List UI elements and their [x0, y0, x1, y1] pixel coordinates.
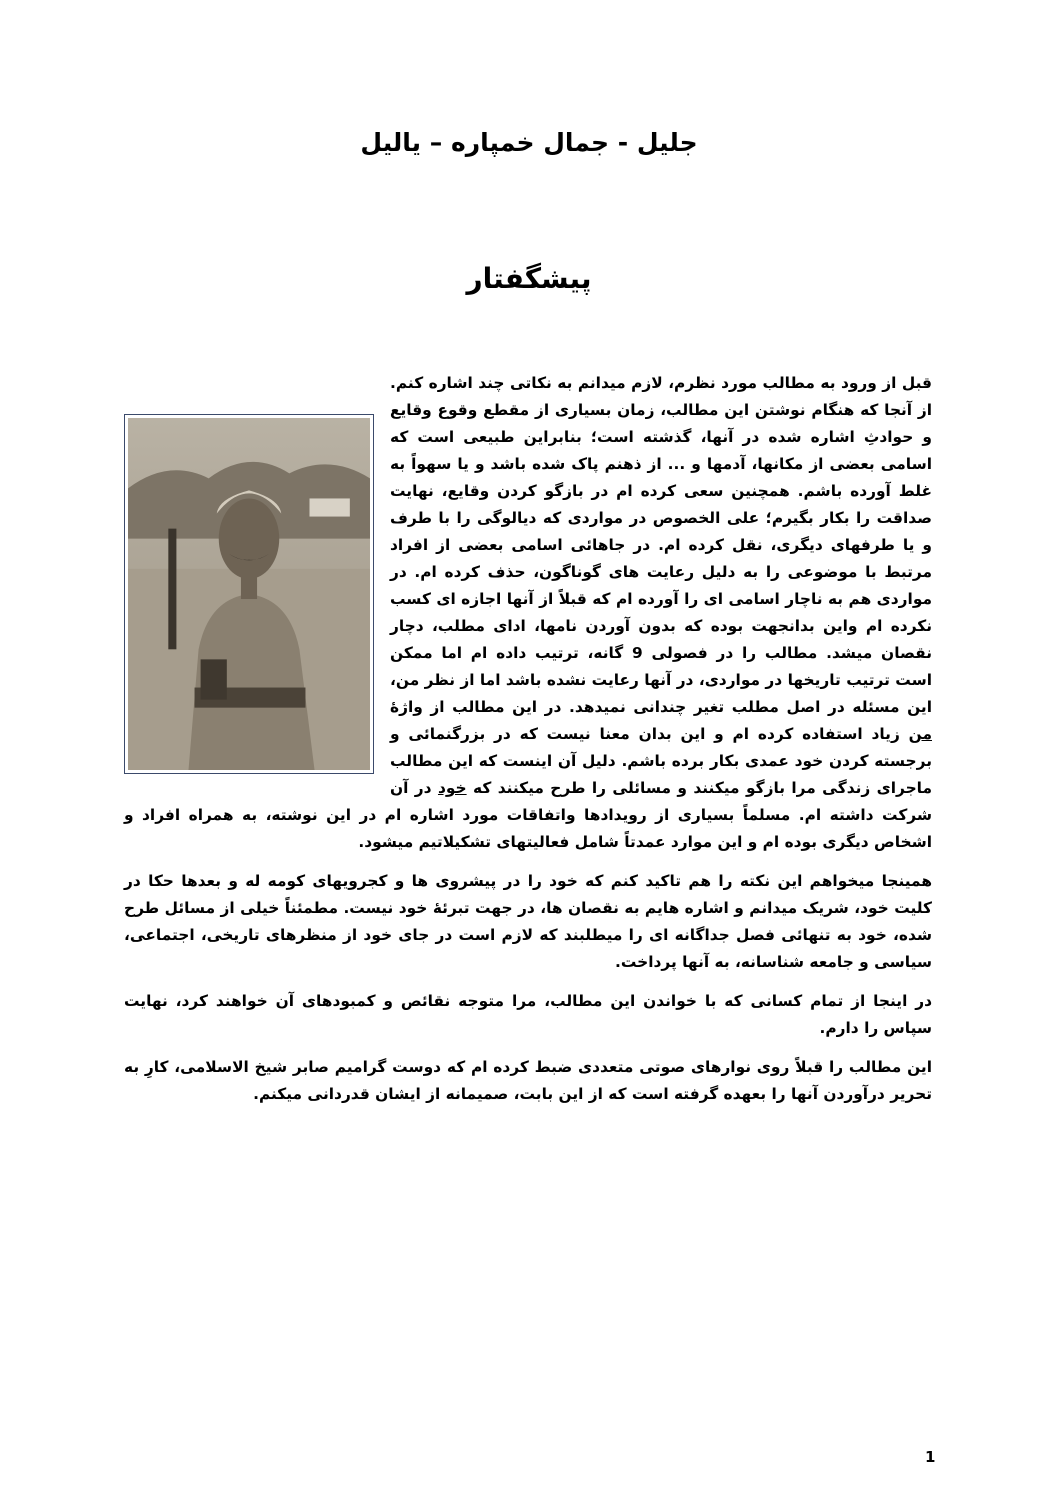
- paragraph-3: در اینجا از تمام کسانی که با خواندن این مطالب، مرا متوجه نقائص و کمبودهای آن خواهند کرد، نهایت سپاس را دارم.: [124, 992, 932, 1037]
- portrait-image: [128, 418, 370, 770]
- portrait-photo: [124, 414, 374, 774]
- paragraph-2: همینجا میخواهم این نکته را هم تاکید کنم که خود را در پیشروی ها و کجرویهای کومه له و بعدها حکا در کلیت خود، شریک میدانم و اشاره هایم به نقصان ها، در جهت تبرئهٔ خود نیست. مطمئناً خیلی از مسائل طرح شده، خود به تنهائی فصل جداگانه ای را میطلبند که لازم است در جای خود از منظرهای تاریخی، اجتماعی، سیاسی و جامعه شناسانه، به آنها پرداخت.: [124, 872, 932, 971]
- page-number: 1: [925, 1448, 936, 1466]
- paragraph-1-text-b: زیاد استفاده کرده ام و این بدان معنا نیست که در بزرگنمائی و برجسته کردن خود عمدی بکار برده باشم. دلیل آن اینست که این مطالب ماجرای زندگی مرا بازگو میکنند و مسائلی را طرح میکنند که: [390, 725, 932, 797]
- underlined-word-man: من: [908, 725, 932, 743]
- underlined-word-khod: خود: [437, 779, 467, 797]
- paragraph-4: این مطالب را قبلاً روی نوارهای صوتی متعددی ضبط کرده ام که دوست گرامیم صابر شیخ الاسلامی، کارِ به تحریر درآوردن آنها را بعهده گرفته است که از این بابت، صمیمانه از ایشان قدردانی میکنم.: [124, 1058, 932, 1103]
- document-title: جلیل - جمال خمپاره – یالیل: [360, 128, 698, 157]
- paragraph-1-text-a: قبل از ورود به مطالب مورد نظرم، لازم میدانم به نکاتی چند اشاره کنم. از آنجا که هنگام نوشتن این مطالب، زمان بسیاری از مقطع وقوع وقایع و حوادثِ اشاره شده در آنها، گذشته است؛ بنابراین طبیعی است که اسامی بعضی از مکانها، آدمها و ... از ذهنم پاک شده باشد و یا سهواً به غلط آورده باشم. همچنین سعی کرده ام در بازگو کردن وقایع، نهایت صداقت را بکار بگیرم؛ علی الخصوص در مواردی که دیالوگی را با طرف و یا طرفهای دیگری، نقل کرده ام. در جاهائی اسامی بعضی از افراد مرتبط با موضوعی را به دلیل رعایت های گوناگون، حذف کرده ام. در مواردی هم به ناچار اسامی ای را آورده ام که قبلاً از آنها اجازه ای کسب نکرده ام واین بدانجهت بوده که بدون آوردن نامها، ادای مطلب، دچار نقصان میشد. مطالب را در فصولی 9 گانه، ترتیب داده ام اما ممکن است ترتیب تاریخها در مواردی، در آنها رعایت نشده باشد اما از نظر من، این مسئله در اصل مطلب تغیر چندانی نمیدهد. در این مطالب از واژهٔ: [390, 374, 932, 716]
- paragraph-1-text-c: در آن شرکت داشته ام. مسلماً بسیاری از رویدادها واتفاقات مورد اشاره ام در این نوشته، به همراه افراد و اشخاص دیگری بوده ام و این موارد عمدتاً شامل فعالیتهای تشکیلاتیم میشود.: [124, 779, 932, 851]
- paragraph-1: [124, 370, 932, 856]
- preface-heading: پیشگفتار: [466, 262, 592, 295]
- document-body: [124, 370, 932, 1120]
